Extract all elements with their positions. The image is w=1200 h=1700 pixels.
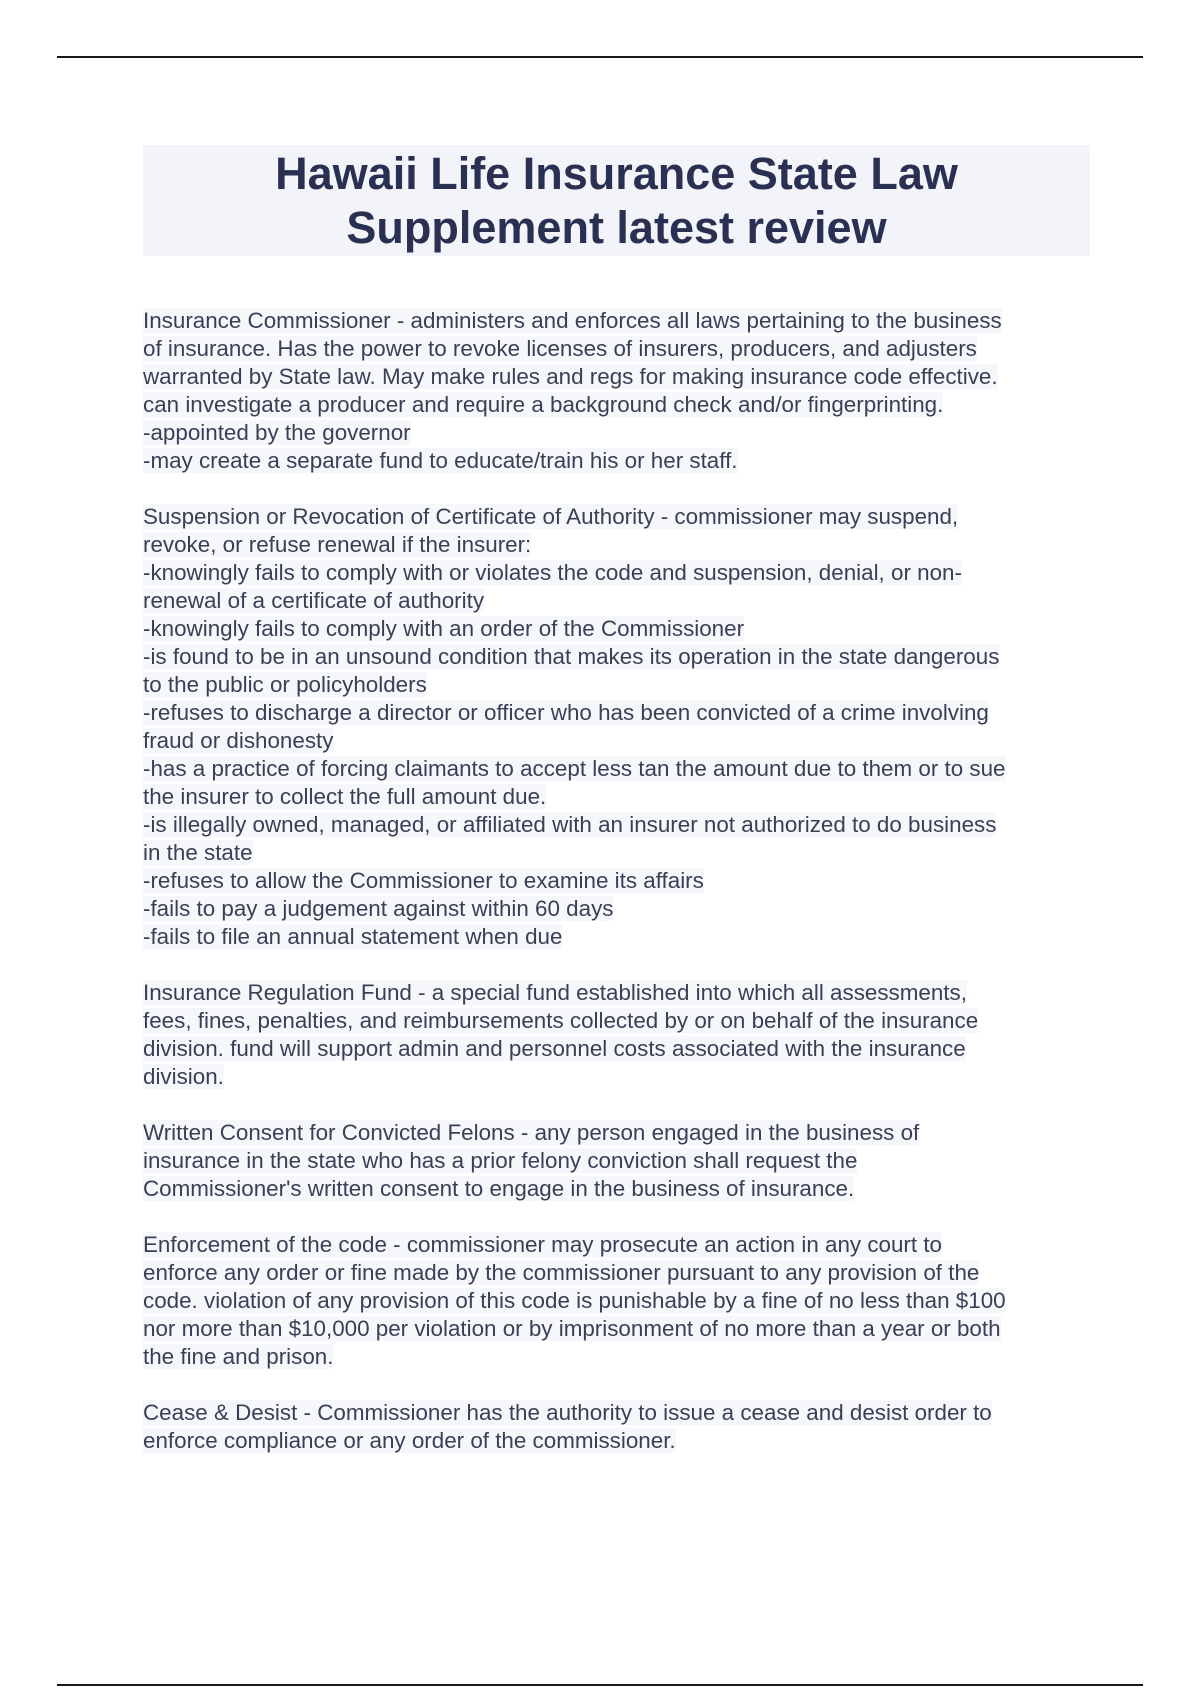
paragraph-line — [143, 839, 1093, 867]
paragraph-line-text: warranted by State law. May make rules and regs for making insurance code effective. — [143, 364, 998, 389]
paragraph-line-text: -is illegally owned, managed, or affiliated with an insurer not authorized to do business — [143, 812, 997, 837]
paragraph-line — [143, 783, 1093, 811]
term-definition-section — [143, 1231, 1093, 1371]
paragraph-line-text: division. — [143, 1064, 224, 1089]
paragraph-line-text: Insurance Regulation Fund - a special fund established into which all assessments, — [143, 980, 967, 1005]
paragraph-line — [143, 559, 1093, 587]
paragraph-line-text: code. violation of any provision of this code is punishable by a fine of no less than $100 — [143, 1288, 1006, 1313]
term-definition-section — [143, 503, 1093, 951]
paragraph-line-text: of insurance. Has the power to revoke licenses of insurers, producers, and adjusters — [143, 336, 977, 361]
paragraph-line — [143, 979, 1093, 1007]
paragraph-line-text: fraud or dishonesty — [143, 728, 334, 753]
paragraph-line — [143, 1063, 1093, 1091]
term-definition-section — [143, 1119, 1093, 1203]
paragraph-line — [143, 1175, 1093, 1203]
paragraph-line — [143, 811, 1093, 839]
paragraph-line — [143, 643, 1093, 671]
paragraph-line — [143, 1399, 1093, 1427]
paragraph-line-text: Commissioner's written consent to engage in the business of insurance. — [143, 1176, 855, 1201]
paragraph-line-text: Written Consent for Convicted Felons - any person engaged in the business of — [143, 1120, 920, 1145]
paragraph-line — [143, 1343, 1093, 1371]
page-title-line-2: Supplement latest review — [346, 201, 887, 253]
paragraph-line — [143, 727, 1093, 755]
paragraph-line-text: fees, fines, penalties, and reimbursements collected by or on behalf of the insurance — [143, 1008, 979, 1033]
paragraph-line-text: in the state — [143, 840, 253, 865]
page-title-line-1: Hawaii Life Insurance State Law — [275, 147, 958, 199]
paragraph-line-text: -fails to pay a judgement against within 60 days — [143, 896, 614, 921]
bottom-rule — [57, 1684, 1143, 1686]
paragraph-line — [143, 1035, 1093, 1063]
paragraph-line — [143, 531, 1093, 559]
paragraph-line-text: -knowingly fails to comply with an order of the Commissioner — [143, 616, 745, 641]
paragraph-line-text: enforce compliance or any order of the commissioner. — [143, 1428, 676, 1453]
term-definition-section — [143, 1399, 1093, 1455]
paragraph-line-text: -is found to be in an unsound condition that makes its operation in the state dangerous — [143, 644, 1000, 669]
paragraph-line — [143, 587, 1093, 615]
paragraph-line-text: -fails to file an annual statement when due — [143, 924, 563, 949]
paragraph-line-text: the insurer to collect the full amount due. — [143, 784, 547, 809]
paragraph-line-text: division. fund will support admin and personnel costs associated with the insurance — [143, 1036, 966, 1061]
paragraph-line-text: -refuses to allow the Commissioner to examine its affairs — [143, 868, 704, 893]
paragraph-line — [143, 1147, 1093, 1175]
paragraph-line — [143, 1259, 1093, 1287]
top-rule — [57, 56, 1143, 58]
term-definition-section — [143, 307, 1093, 475]
paragraph-line-text: -knowingly fails to comply with or violates the code and suspension, denial, or non- — [143, 560, 962, 585]
paragraph-line-text: Insurance Commissioner - administers and enforces all laws pertaining to the business — [143, 308, 1002, 333]
paragraph-line — [143, 419, 1093, 447]
paragraph-line — [143, 363, 1093, 391]
paragraph-line — [143, 1119, 1093, 1147]
document-body — [143, 307, 1093, 1483]
paragraph-line-text: Cease & Desist - Commissioner has the authority to issue a cease and desist order to — [143, 1400, 992, 1425]
paragraph-line — [143, 335, 1093, 363]
paragraph-line — [143, 671, 1093, 699]
paragraph-line — [143, 895, 1093, 923]
paragraph-line — [143, 755, 1093, 783]
paragraph-line-text: the fine and prison. — [143, 1344, 334, 1369]
paragraph-line — [143, 503, 1093, 531]
paragraph-line — [143, 391, 1093, 419]
paragraph-line-text: revoke, or refuse renewal if the insurer: — [143, 532, 532, 557]
title-banner — [143, 145, 1090, 256]
paragraph-line — [143, 867, 1093, 895]
paragraph-line — [143, 923, 1093, 951]
paragraph-line — [143, 1287, 1093, 1315]
paragraph-line-text: enforce any order or fine made by the commissioner pursuant to any provision of the — [143, 1260, 980, 1285]
paragraph-line-text: insurance in the state who has a prior felony conviction shall request the — [143, 1148, 858, 1173]
paragraph-line — [143, 307, 1093, 335]
paragraph-line-text: nor more than $10,000 per violation or by imprisonment of no more than a year or both — [143, 1316, 1001, 1341]
paragraph-line-text: Enforcement of the code - commissioner may prosecute an action in any court to — [143, 1232, 942, 1257]
paragraph-line — [143, 447, 1093, 475]
paragraph-line-text: -refuses to discharge a director or officer who has been convicted of a crime involving — [143, 700, 989, 725]
paragraph-line-text: Suspension or Revocation of Certificate of Authority - commissioner may suspend, — [143, 504, 959, 529]
paragraph-line-text: can investigate a producer and require a background check and/or fingerprinting. — [143, 392, 944, 417]
paragraph-line — [143, 1427, 1093, 1455]
paragraph-line — [143, 1007, 1093, 1035]
paragraph-line-text: renewal of a certificate of authority — [143, 588, 485, 613]
paragraph-line-text: -has a practice of forcing claimants to accept less tan the amount due to them or to sue — [143, 756, 1006, 781]
paragraph-line — [143, 1315, 1093, 1343]
paragraph-line — [143, 615, 1093, 643]
paragraph-line — [143, 1231, 1093, 1259]
paragraph-line-text: -appointed by the governor — [143, 420, 411, 445]
paragraph-line-text: to the public or policyholders — [143, 672, 427, 697]
paragraph-line-text: -may create a separate fund to educate/train his or her staff. — [143, 448, 738, 473]
paragraph-line — [143, 699, 1093, 727]
term-definition-section — [143, 979, 1093, 1091]
